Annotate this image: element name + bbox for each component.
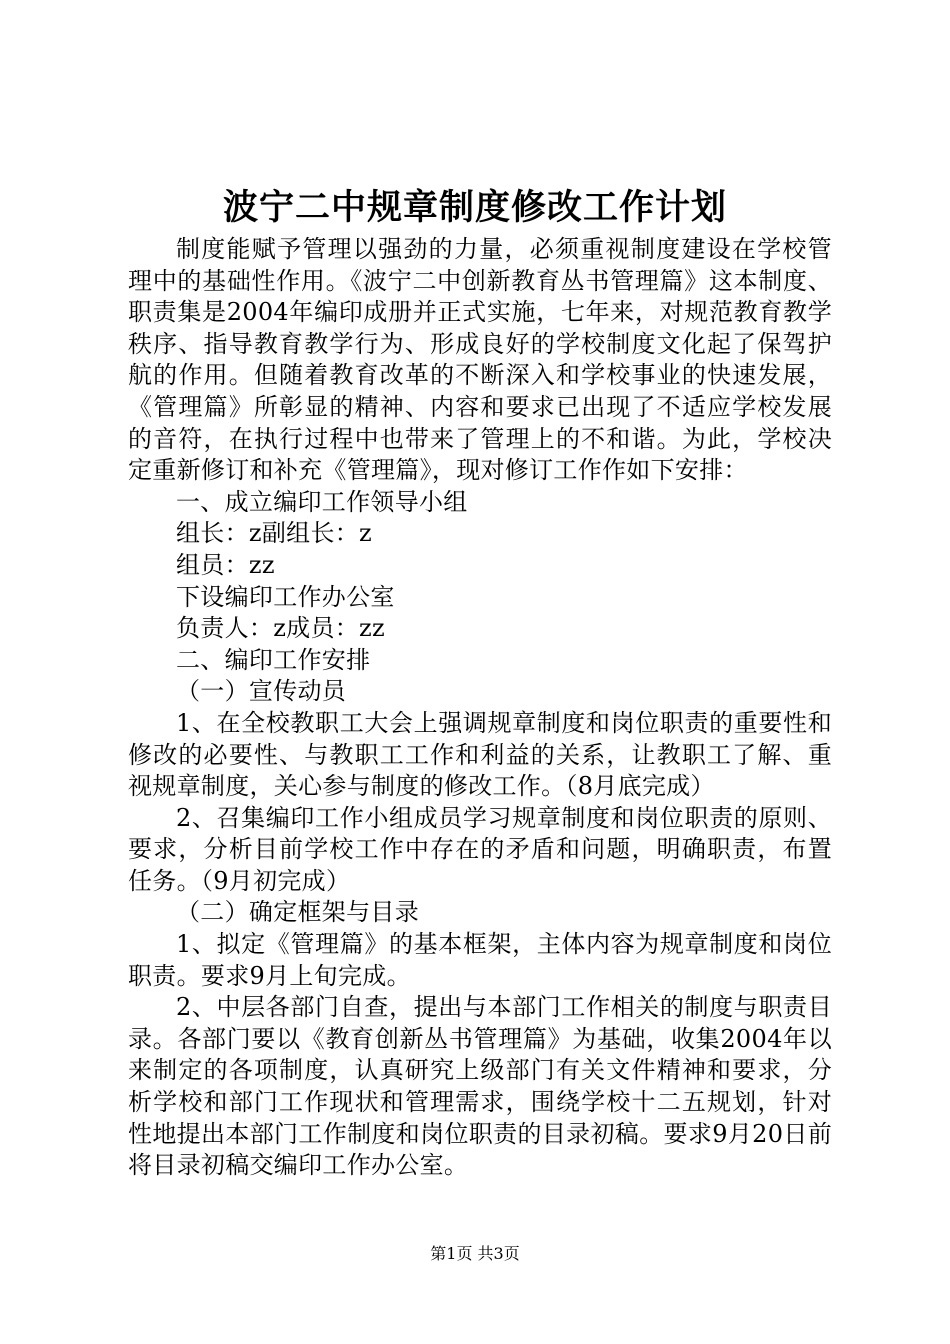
framework-item-1: 1、拟定《管理篇》的基本框架，主体内容为规章制度和岗位职责。要求9月上旬完成。 [128,930,832,990]
mobilization-item-2: 2、召集编印工作小组成员学习规章制度和岗位职责的原则、要求，分析目前学校工作中存在的矛盾和问题，明确职责，布置任务。（9月初完成） [128,803,832,895]
group-members-line: 组员：zz [176,550,275,579]
mobilization-item-1: 1、在全校教职工大会上强调规章制度和岗位职责的重要性和修改的必要性、与教职工工作和利益的关系，让教职工了解、重视规章制度，关心参与制度的修改工作。（8月底完成） [128,708,832,801]
section-heading-arrangement: 二、编印工作安排 [176,645,371,674]
document-body [128,234,832,1182]
intro-paragraph: 制度能赋予管理以强劲的力量，必须重视制度建设在学校管理中的基础性作用。《波宁二中创新教育丛书管理篇》这本制度、职责集是2004年编印成册并正式实施，七年来，对规范教育教学秩序、指导教育教学行为、形成良好的学校制度文化起了保驾护航的作用。但随着教育改革的不断深入和学校事业的快速发展，《管理篇》所彰显的精神、内容和要求已出现了不适应学校发展的音符，在执行过程中也带来了管理上的不和谐。为此，学校决定重新修订和补充《管理篇》，现对修订工作作如下安排： [128,235,832,485]
page-footer: 第1页 共3页 [430,1244,520,1263]
office-staff-line: 负责人：z成员：zz [176,614,385,643]
framework-item-2: 2、中层各部门自查，提出与本部门工作相关的制度与职责目录。各部门要以《教育创新丛书管理篇》为基础，收集2004年以来制定的各项制度，认真研究上级部门有关文件精神和要求，分析学校和部门工作现状和管理需求，围绕学校十二五规划，针对性地提出本部门工作制度和岗位职责的目录初稿。要求9月20日前将目录初稿交编印工作办公室。 [128,993,832,1180]
group-leader-line: 组长：z副组长：z [176,519,372,548]
section-heading-leadership-group: 一、成立编印工作领导小组 [176,487,468,516]
document-title: 波宁二中规章制度修改工作计划 [222,187,727,228]
subsection-heading-mobilization: （一）宣传动员 [176,677,347,706]
office-line: 下设编印工作办公室 [176,582,395,611]
subsection-heading-framework: （二）确定框架与目录 [176,898,419,927]
